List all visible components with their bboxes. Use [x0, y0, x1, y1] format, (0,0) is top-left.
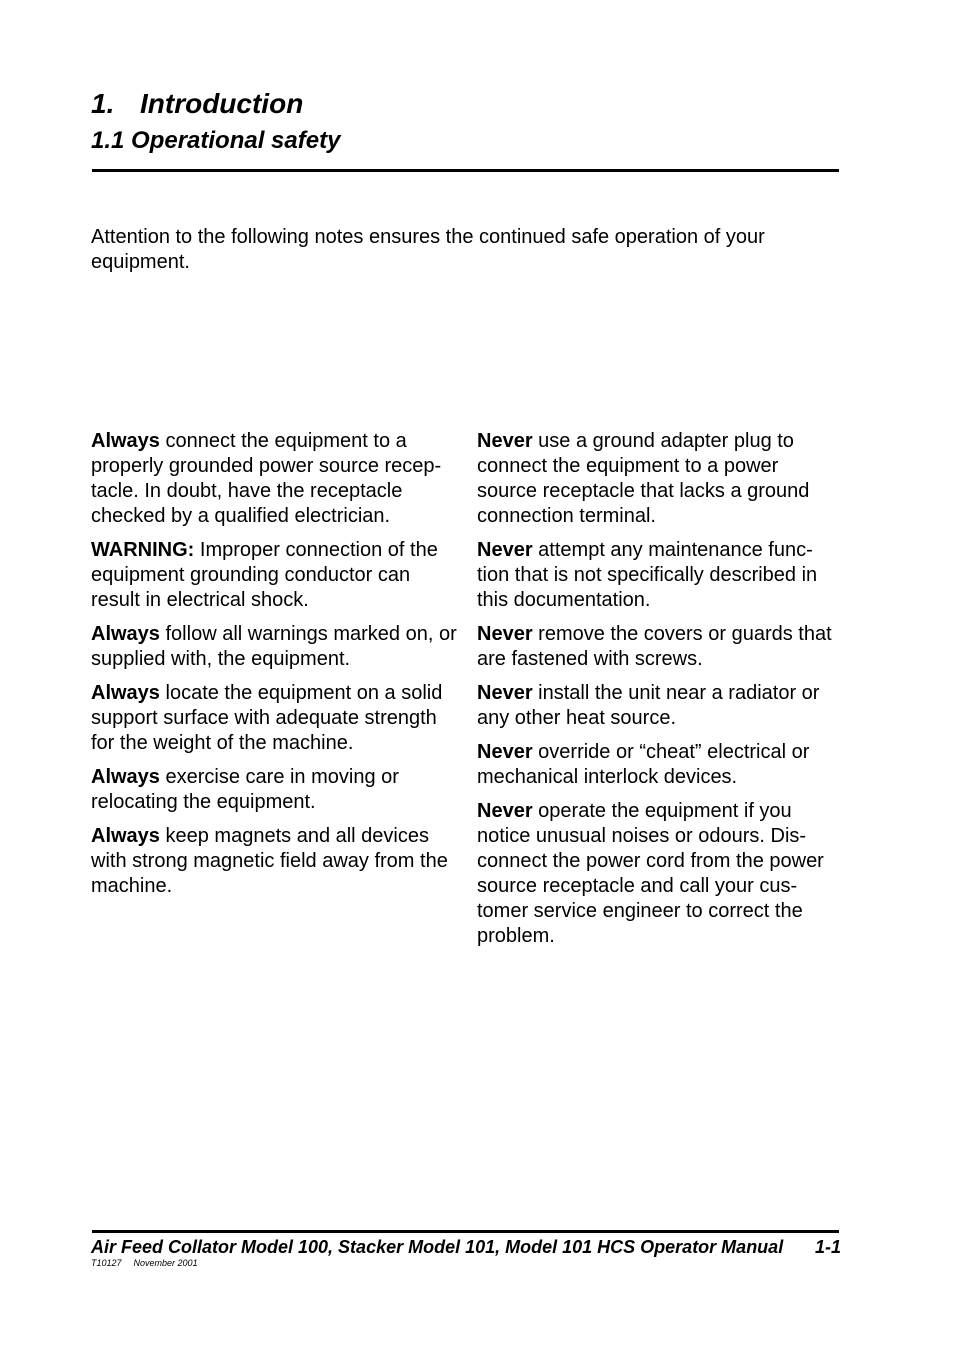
note-text: follow all warnings marked on, or supplied with, the equipment.: [91, 623, 457, 670]
note-keyword: Never: [477, 800, 533, 822]
note-text: exercise care in moving or relocating the equipment.: [91, 766, 399, 813]
safety-note: [91, 622, 459, 672]
note-text: install the unit near a radiator or any other heat source.: [477, 682, 820, 729]
note-text: keep magnets and all devices with strong magnetic field away from the machine.: [91, 825, 448, 897]
note-keyword: Never: [477, 539, 533, 561]
note-text: locate the equipment on a solid support surface with adequate strength for the weight of the machine.: [91, 682, 443, 754]
safety-note: [477, 799, 842, 949]
section-title: 1.1 Operational safety: [91, 127, 341, 154]
note-text: override or “cheat” electrical or mechanical interlock devices.: [477, 741, 810, 788]
note-keyword: WARNING:: [91, 539, 195, 561]
note-keyword: Never: [477, 741, 533, 763]
safety-note: [91, 824, 459, 899]
note-text: use a ground adapter plug to connect the equipment to a power source receptacle that lacks a ground connection terminal.: [477, 430, 810, 527]
chapter-number: 1.: [91, 88, 115, 119]
note-keyword: Always: [91, 623, 160, 645]
safety-note: [477, 681, 842, 731]
note-keyword: Never: [477, 682, 533, 704]
note-text: Improper connection of the equipment grounding conductor can result in electrical shock.: [91, 539, 438, 611]
chapter-title-text: Introduction: [140, 88, 304, 119]
left-column: [91, 429, 459, 908]
note-keyword: Never: [477, 623, 533, 645]
note-text: connect the equipment to a properly grounded power source recep-tacle. In doubt, have the receptacle checked by a qualified electrician.: [91, 430, 442, 527]
note-text: operate the equipment if you notice unusual noises or odours. Dis-connect the power cord from the power source receptacle and call your cus-tomer service engineer to correct the problem.: [477, 800, 824, 947]
note-text: remove the covers or guards that are fastened with screws.: [477, 623, 832, 670]
safety-note: [477, 538, 842, 613]
doc-code: T10127: [91, 1258, 122, 1268]
note-keyword: Never: [477, 430, 533, 452]
safety-note: [91, 429, 459, 529]
footer-divider: [92, 1230, 839, 1233]
right-column: [477, 429, 842, 958]
intro-paragraph: Attention to the following notes ensures the continued safe operation of your equipment.: [91, 226, 765, 273]
page-number: 1-1: [815, 1237, 842, 1257]
footer-manual-title: Air Feed Collator Model 100, Stacker Model 101, Model 101 HCS Operator Manual: [91, 1237, 784, 1257]
footer-meta: [91, 1258, 198, 1269]
note-keyword: Always: [91, 825, 160, 847]
safety-note: [477, 740, 842, 790]
chapter-title: [91, 86, 303, 122]
safety-note: [91, 681, 459, 756]
safety-note: [477, 622, 842, 672]
safety-note: [91, 765, 459, 815]
header-divider: [92, 169, 839, 172]
safety-note: [477, 429, 842, 529]
safety-note: [91, 538, 459, 613]
note-keyword: Always: [91, 682, 160, 704]
note-keyword: Always: [91, 430, 160, 452]
note-text: attempt any maintenance func-tion that is not specifically described in this documentation.: [477, 539, 818, 611]
doc-date: November 2001: [133, 1258, 198, 1268]
note-keyword: Always: [91, 766, 160, 788]
